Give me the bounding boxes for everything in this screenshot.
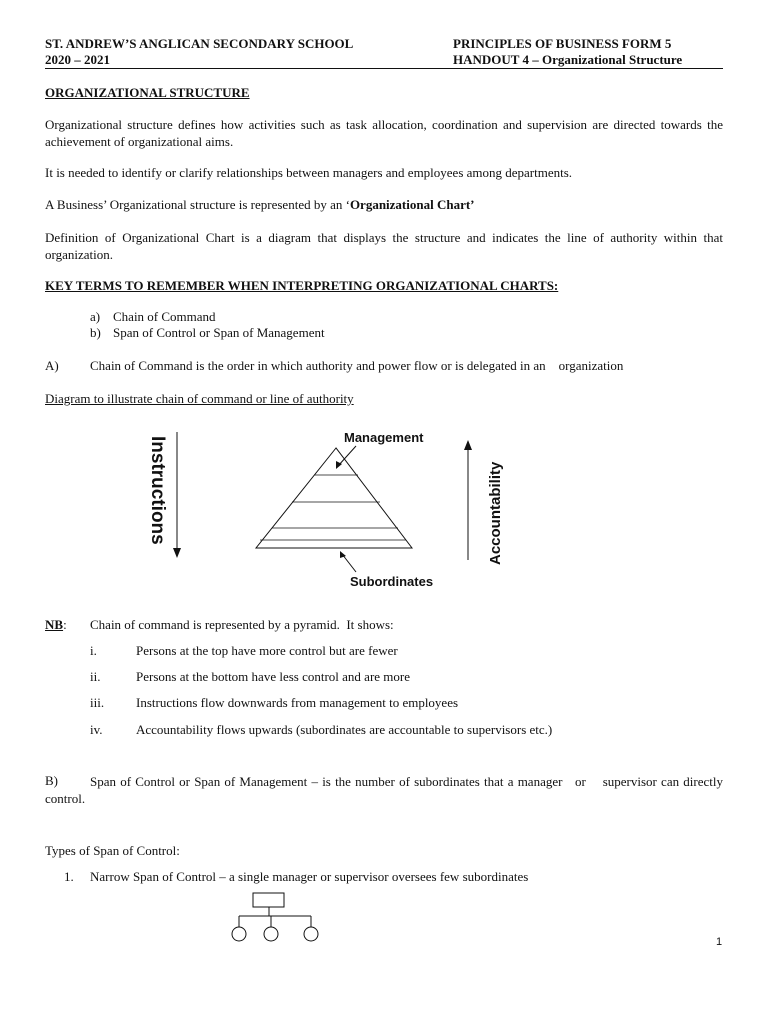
header-rule <box>45 68 723 69</box>
nb-item-1: Persons at the top have more control but are fewer <box>136 643 398 658</box>
header-year: 2020 – 2021 <box>45 52 110 67</box>
nb-marker-1: i. <box>90 643 97 658</box>
subordinates-pointer <box>342 554 356 572</box>
nb-line <box>45 617 67 633</box>
header-course: PRINCIPLES OF BUSINESS FORM 5 <box>453 36 672 51</box>
nb-item-2: Persons at the bottom have less control and are more <box>136 669 411 684</box>
span-definition: Span of Control or Span of Management – is the number of subordinates that a manager or supervisor can directly control. <box>45 774 727 806</box>
key-term-a: Chain of Command <box>113 309 216 324</box>
header-handout: HANDOUT 4 – Organizational Structure <box>453 52 683 67</box>
nb-label: NB <box>45 617 64 632</box>
intro-paragraph-4: Definition of Organizational Chart is a diagram that displays the structure and indicates the line of authority within that organization. <box>45 230 723 262</box>
accountability-label: Accountability <box>487 461 504 565</box>
narrow-span-diagram <box>225 890 325 945</box>
nb-marker-4: iv. <box>90 722 103 737</box>
page-number: 1 <box>716 936 723 948</box>
intro-p3-bold: Organizational Chart’ <box>349 197 475 212</box>
subordinate-circle-3 <box>304 927 318 941</box>
nb-marker-2: ii. <box>90 669 101 684</box>
intro-paragraph-2: It is needed to identify or clarify relationships between managers and employees among departments. <box>45 165 573 180</box>
header-school: ST. ANDREW’S ANGLICAN SECONDARY SCHOOL <box>45 36 354 51</box>
nb-marker-3: iii. <box>90 695 105 710</box>
subordinates-pointer-head <box>340 551 346 558</box>
section-title: ORGANIZATIONAL STRUCTURE <box>45 85 250 100</box>
intro-p3-prefix: A Business’ Organizational structure is represented by an ‘ <box>45 197 350 212</box>
manager-box <box>253 893 284 907</box>
type-marker-1: 1. <box>64 869 74 884</box>
instructions-label: Instructions <box>147 436 168 545</box>
span-marker-text: B) <box>45 773 58 788</box>
diagram-caption: Diagram to illustrate chain of command or line of authority <box>45 391 354 406</box>
key-term-marker-b: b) <box>90 325 101 340</box>
key-term-marker-a: a) <box>90 309 101 324</box>
nb-item-3: Instructions flow downwards from management to employees <box>136 695 459 710</box>
chain-of-command-diagram <box>140 420 520 595</box>
key-term-b: Span of Control or Span of Management <box>113 325 325 340</box>
subordinate-circle-2 <box>264 927 278 941</box>
key-terms-title: KEY TERMS TO REMEMBER WHEN INTERPRETING ORGANIZATIONAL CHARTS: <box>45 278 559 293</box>
types-title: Types of Span of Control: <box>45 843 180 858</box>
nb-text: Chain of command is represented by a pyramid. It shows: <box>90 617 394 632</box>
accountability-arrowhead <box>464 440 472 450</box>
instructions-arrowhead <box>173 548 181 558</box>
intro-paragraph-1: Organizational structure defines how activities such as task allocation, coordination and supervision are directed towards the achievement of organizational aims. <box>45 117 723 149</box>
intro-paragraph-3 <box>45 196 723 213</box>
chain-definition: Chain of Command is the order in which authority and power flow or is delegated in an organization <box>90 358 624 373</box>
nb-item-4: Accountability flows upwards (subordinates are accountable to supervisors etc.) <box>136 722 553 737</box>
subordinates-label: Subordinates <box>350 574 434 589</box>
subordinate-circle-1 <box>232 927 246 941</box>
nb-colon: : <box>63 617 67 632</box>
management-label: Management <box>344 430 424 445</box>
chain-marker: A) <box>45 358 59 373</box>
type-item-1: Narrow Span of Control – a single manager or supervisor oversees few subordinates <box>90 869 529 884</box>
pyramid-outline <box>256 448 412 548</box>
